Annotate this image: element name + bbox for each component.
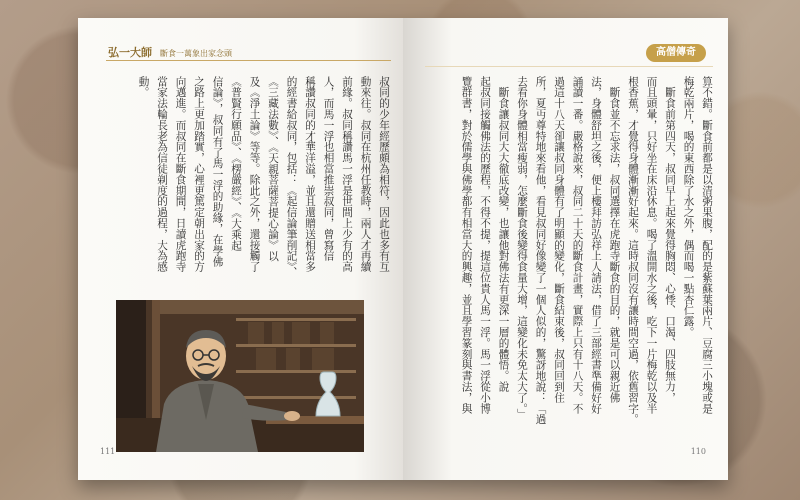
text-column: 信論》，叔同有了馬一浮的助緣，在學佛 — [211, 76, 224, 267]
chapter-subtitle: 斷食一萬象出家念頭 — [160, 49, 232, 58]
text-column: 《三藏法數》、《天親菩薩菩提心論》以 — [267, 76, 279, 262]
text-column: 算不錯。斷食前都是以清粥果腹，配的是紫蘇葉兩片、豆腐三小塊或是 — [701, 76, 713, 414]
text-column: 動來往。叔同在杭州任教時，兩人才再續 — [359, 76, 372, 273]
header-rule — [106, 60, 391, 61]
text-column: 的經書給叔同，包括：《起信論筆削記》、 — [285, 76, 298, 278]
text-column: 向邁進。而叔同在斷食期間，日讀虎跑寺 — [174, 76, 187, 273]
right-page — [403, 18, 728, 480]
text-column: 所，夏丏尊特地來看他，看見叔同好像變了一個人似的，驚訝地說：「過 — [534, 76, 547, 425]
book-title: 弘一大師 — [108, 46, 152, 59]
text-column: 而且頭暈，只好坐在床沿休息。喝了溫開水之後，吃下一片梅乾以及半 — [645, 76, 658, 414]
open-book — [78, 18, 728, 480]
text-column: 稱讚叔同的才華洋溢，並且還贈送相當多 — [304, 76, 316, 273]
text-column: 當家法輪長老為信徒剃度的過程，大為感 — [156, 76, 168, 273]
text-column: 叔同的少年經歷頗為相符，因此也多有互 — [378, 76, 390, 273]
text-column: 及《淨土論》等等。除此之外，還接觸了 — [248, 76, 261, 273]
text-column: 根香蕉，才覺得身體漸漸好起來。這時叔同沒有讓時間空過，依舊習字。 — [627, 76, 639, 425]
text-column: 過這十八天卻讓叔同身體有了明顯的變化，斷食結束後，叔同回到住 — [553, 76, 565, 403]
right-text-columns — [459, 76, 714, 452]
page-header — [108, 44, 232, 60]
text-column: 斷食讓叔同大大徹底改變，也讓他對佛法有更深一層的體悟。說 — [497, 76, 510, 393]
text-column: 誦讀一番。嚴格說來，叔同二十天的斷食計畫，實際上只有十八天。不 — [571, 76, 584, 414]
header-rule — [425, 66, 713, 67]
left-page — [78, 18, 403, 480]
left-text-columns — [136, 76, 391, 306]
text-column: 梅乾兩片，喝的東西除了水之外，偶而喝一點杏仁露。 — [682, 76, 695, 338]
text-column: 動。 — [137, 76, 150, 98]
illustration-drawing — [116, 300, 364, 452]
text-column: 斷食並不忘求法，叔同選擇在虎跑寺斷食的目的，就是可以親近佛 — [608, 76, 621, 403]
text-column: 《普賢行願品》、《楞嚴經》、《大乘起 — [230, 76, 242, 251]
page-number: 110 — [690, 447, 706, 456]
text-column: 覽群書，對於儒學與佛學都有相當大的興趣，並且學習篆刻與書法，與 — [460, 76, 473, 414]
text-column: 去看你身體相當瘦弱，怎麼斷食後變得食量大增，這變化未免太大了。」 — [516, 76, 528, 420]
text-column: 起叔同接觸佛法的歷程，不得不提，提這位貴人馬一浮。馬一浮從小博 — [479, 76, 491, 414]
text-column: 法，身體舒坦之後，便上樓拜訪弘祥上人請法，借了三部經書準備好好 — [590, 76, 602, 414]
text-column: 人，而馬一浮也相當推崇叔同，曾寫信 — [322, 76, 335, 262]
text-column: 之路上更加踏實，心裡更篤定朝出家的方 — [193, 76, 205, 273]
series-badge: 高僧傳奇 — [646, 44, 706, 62]
page-number: 111 — [100, 447, 116, 456]
text-column: 斷食前第四天，叔同早上起來覺得胸悶、心悸、口渴、四肢無力， — [664, 76, 676, 403]
text-column: 前緣。叔同稱讚馬一浮是世間上少有的高 — [341, 76, 353, 273]
illustration-monk-portrait — [116, 300, 364, 452]
